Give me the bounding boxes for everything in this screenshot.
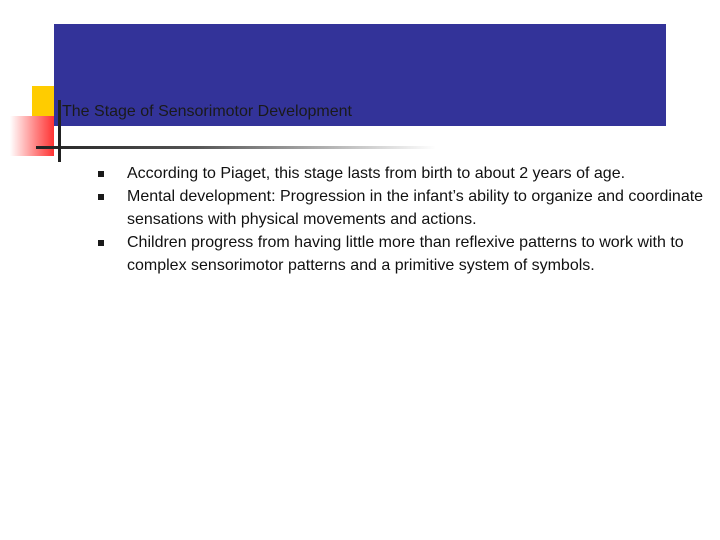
bullet-text: Children progress from having little more than reflexive patterns to work with to complex sensorimotor patterns and a primitive system of symbols. — [127, 234, 684, 274]
bullet-list — [98, 162, 708, 277]
square-bullet-icon — [98, 194, 104, 200]
square-bullet-icon — [98, 240, 104, 246]
square-bullet-icon — [98, 171, 104, 177]
decorative-horizontal-line — [36, 146, 436, 149]
slide-title: The Stage of Sensorimotor Development — [62, 103, 352, 120]
bullet-item — [98, 185, 708, 231]
decorative-vertical-line — [58, 100, 61, 162]
bullet-item — [98, 162, 708, 185]
bullet-text: Mental development: Progression in the infant’s ability to organize and coordinate sensations with physical movements and actions. — [127, 188, 704, 228]
bullet-text: According to Piaget, this stage lasts from birth to about 2 years of age. — [127, 165, 626, 182]
bullet-item — [98, 231, 708, 277]
decorative-red-block — [10, 116, 54, 156]
